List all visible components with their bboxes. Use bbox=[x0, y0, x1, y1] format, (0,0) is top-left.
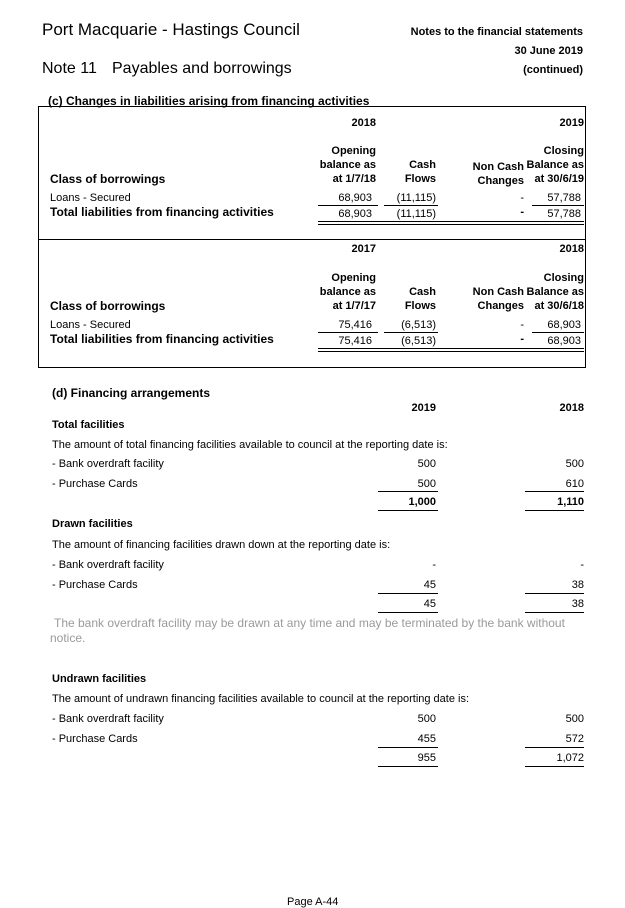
year-open: 2017 bbox=[351, 243, 376, 255]
undrawn-overdraft-2018: 500 bbox=[565, 713, 584, 725]
col-cash-2: Flows bbox=[404, 173, 436, 185]
rule bbox=[378, 593, 438, 594]
year-open: 2018 bbox=[351, 117, 376, 129]
rule bbox=[378, 612, 438, 613]
total-close: 57,788 bbox=[547, 208, 581, 220]
drawn-overdraft-label: - Bank overdraft facility bbox=[52, 559, 164, 571]
total-cards-2019: 500 bbox=[417, 478, 436, 490]
total-cash: (11,115) bbox=[396, 208, 436, 220]
drawn-facilities-desc: The amount of financing facilities drawn down at the reporting date is: bbox=[52, 539, 391, 551]
total-sum-2018: 1,110 bbox=[557, 496, 584, 508]
rule bbox=[318, 221, 584, 222]
year-col-2018: 2018 bbox=[559, 402, 584, 414]
col-open-3: at 1/7/18 bbox=[332, 173, 376, 185]
rule bbox=[318, 205, 378, 206]
col-close-1: Closing bbox=[543, 272, 584, 284]
year-close: 2019 bbox=[559, 117, 584, 129]
col-cash-1: Cash bbox=[409, 159, 436, 171]
row-label: Loans - Secured bbox=[50, 319, 131, 331]
col-open-1: Opening bbox=[331, 145, 376, 157]
total-label: Total liabilities from financing activities bbox=[50, 332, 274, 346]
total-close: 68,903 bbox=[547, 335, 581, 347]
col-close-1: Closing bbox=[543, 145, 584, 157]
council-name: Port Macquarie - Hastings Council bbox=[42, 20, 300, 39]
overdraft-note-line2: notice. bbox=[50, 631, 86, 645]
overdraft-note-line1: The bank overdraft facility may be drawn at any time and may be terminated by the bank without bbox=[54, 616, 565, 630]
rule bbox=[525, 612, 584, 613]
rule bbox=[378, 510, 438, 511]
rule bbox=[525, 491, 584, 492]
col-close-3: at 30/6/19 bbox=[534, 173, 584, 185]
drawn-overdraft-2018: - bbox=[580, 559, 584, 571]
col-close-2: Balance as bbox=[526, 286, 584, 298]
total-open: 68,903 bbox=[338, 208, 372, 220]
col-noncash-1: Non Cash bbox=[472, 286, 524, 298]
total-cards-2018: 610 bbox=[565, 478, 584, 490]
table-divider bbox=[38, 239, 586, 240]
col-noncash-1: Non Cash bbox=[472, 161, 524, 173]
row-label: Loans - Secured bbox=[50, 192, 131, 204]
total-cash: (6,513) bbox=[401, 335, 436, 347]
rule bbox=[318, 348, 584, 349]
class-label: Class of borrowings bbox=[50, 299, 166, 313]
undrawn-overdraft-2019: 500 bbox=[417, 713, 436, 725]
section-d-title: (d) Financing arrangements bbox=[52, 386, 211, 400]
year-close: 2018 bbox=[559, 243, 584, 255]
drawn-cards-2019: 45 bbox=[423, 579, 436, 591]
rule bbox=[378, 766, 438, 767]
row-noncash: - bbox=[520, 192, 524, 204]
col-noncash-2: Changes bbox=[477, 300, 524, 312]
col-open-2: balance as bbox=[319, 286, 376, 298]
undrawn-sum-2019: 955 bbox=[417, 752, 436, 764]
total-open: 75,416 bbox=[338, 335, 372, 347]
rule bbox=[525, 766, 584, 767]
row-open: 68,903 bbox=[338, 192, 372, 204]
rule bbox=[318, 332, 378, 333]
page-number: Page A-44 bbox=[287, 896, 339, 908]
row-noncash: - bbox=[520, 319, 524, 331]
col-close-3: at 30/6/18 bbox=[534, 300, 584, 312]
col-noncash-2: Changes bbox=[477, 175, 524, 187]
undrawn-sum-2018: 1,072 bbox=[556, 752, 584, 764]
drawn-sum-2018: 38 bbox=[571, 598, 584, 610]
rule bbox=[378, 491, 438, 492]
row-close: 57,788 bbox=[547, 192, 581, 204]
drawn-facilities-heading: Drawn facilities bbox=[52, 518, 133, 530]
col-open-2: balance as bbox=[319, 159, 376, 171]
total-facilities-desc: The amount of total financing facilities available to council at the reporting date is: bbox=[52, 439, 448, 451]
undrawn-cards-2018: 572 bbox=[565, 733, 584, 745]
row-cash: (11,115) bbox=[396, 192, 436, 204]
rule bbox=[384, 205, 438, 206]
total-label: Total liabilities from financing activities bbox=[50, 205, 274, 219]
rule bbox=[378, 747, 438, 748]
drawn-sum-2019: 45 bbox=[423, 598, 436, 610]
col-cash-2: Flows bbox=[404, 300, 436, 312]
total-sum-2019: 1,000 bbox=[408, 496, 436, 508]
rule bbox=[318, 224, 584, 225]
total-cards-label: - Purchase Cards bbox=[52, 478, 138, 490]
col-cash-1: Cash bbox=[409, 286, 436, 298]
rule bbox=[525, 510, 584, 511]
total-facilities-heading: Total facilities bbox=[52, 419, 125, 431]
rule bbox=[532, 205, 584, 206]
undrawn-facilities-desc: The amount of undrawn financing facilities available to council at the reporting date is: bbox=[52, 693, 470, 705]
total-overdraft-label: - Bank overdraft facility bbox=[52, 458, 164, 470]
header-continued: (continued) bbox=[523, 64, 583, 76]
col-open-3: at 1/7/17 bbox=[332, 300, 376, 312]
note-number: Note 11 bbox=[42, 60, 97, 77]
year-col-2019: 2019 bbox=[411, 402, 436, 414]
drawn-overdraft-2019: - bbox=[432, 559, 436, 571]
rule bbox=[532, 332, 584, 333]
rule bbox=[525, 747, 584, 748]
rule bbox=[318, 351, 584, 352]
undrawn-overdraft-label: - Bank overdraft facility bbox=[52, 713, 164, 725]
row-open: 75,416 bbox=[338, 319, 372, 331]
drawn-cards-2018: 38 bbox=[571, 579, 584, 591]
col-close-2: Balance as bbox=[526, 159, 584, 171]
note-title: Payables and borrowings bbox=[112, 60, 292, 77]
row-cash: (6,513) bbox=[401, 319, 436, 331]
class-label: Class of borrowings bbox=[50, 172, 166, 186]
total-noncash: - bbox=[520, 206, 524, 218]
total-noncash: - bbox=[520, 333, 524, 345]
undrawn-cards-label: - Purchase Cards bbox=[52, 733, 138, 745]
rule bbox=[384, 332, 438, 333]
col-open-1: Opening bbox=[331, 272, 376, 284]
total-overdraft-2019: 500 bbox=[417, 458, 436, 470]
undrawn-facilities-heading: Undrawn facilities bbox=[52, 673, 147, 685]
row-close: 68,903 bbox=[547, 319, 581, 331]
header-date: 30 June 2019 bbox=[514, 45, 583, 57]
drawn-cards-label: - Purchase Cards bbox=[52, 579, 138, 591]
section-c-title: (c) Changes in liabilities arising from financing activities bbox=[48, 94, 370, 108]
header-notes-label: Notes to the financial statements bbox=[410, 26, 583, 38]
undrawn-cards-2019: 455 bbox=[417, 733, 436, 745]
rule bbox=[525, 593, 584, 594]
total-overdraft-2018: 500 bbox=[565, 458, 584, 470]
